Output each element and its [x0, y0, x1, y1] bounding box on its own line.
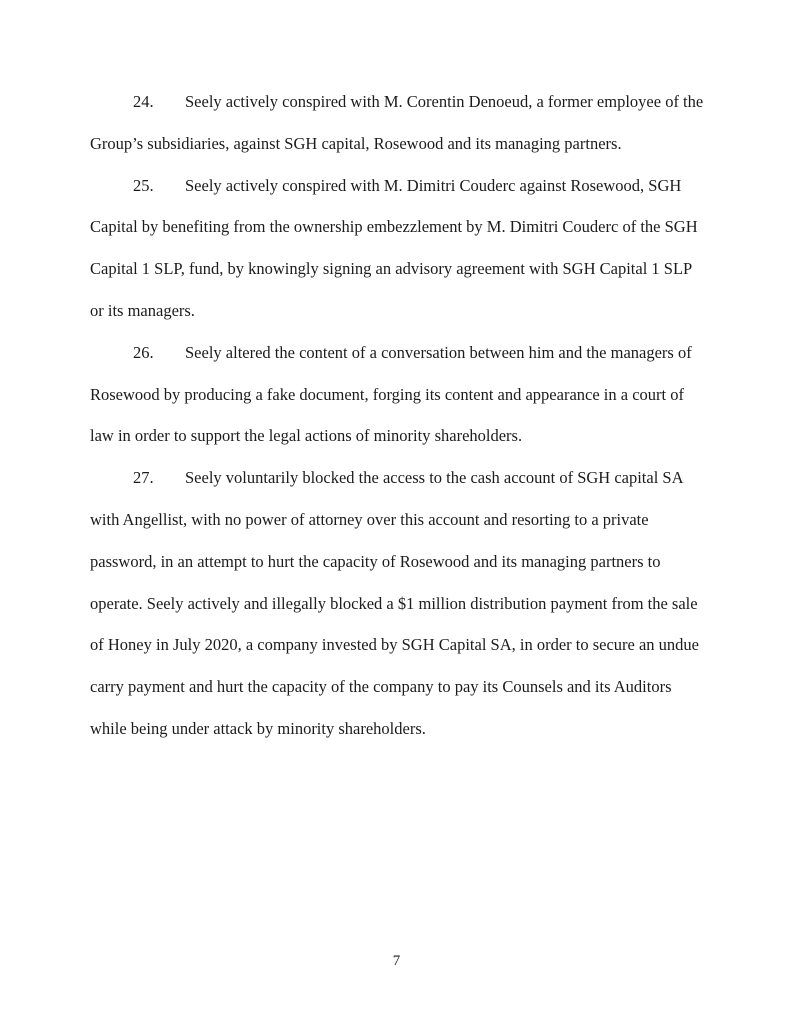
paragraph-text: Seely actively conspired with M. Dimitri Couderc against Rosewood, SGH Capital by benefiting from the ownership embezzlement by M. Dimitri Couderc of the SGH Capital 1 SLP, fund, by knowingly signing an advisory agreement with SGH Capital 1 SLP or its managers. — [90, 175, 698, 320]
paragraph-text: Seely actively conspired with M. Corentin Denoeud, a former employee of the Group’s subsidiaries, against SGH capital, Rosewood and its managing partners. — [90, 92, 704, 153]
page-number: 7 — [392, 953, 401, 969]
paragraph — [90, 165, 704, 332]
paragraph-number: 25. — [133, 175, 154, 195]
document-body — [90, 81, 704, 750]
paragraph — [90, 332, 704, 457]
paragraph-number: 26. — [133, 342, 154, 362]
paragraph-number: 27. — [133, 468, 154, 488]
paragraph — [90, 457, 704, 750]
paragraph-text: Seely altered the content of a conversation between him and the managers of Rosewood by producing a fake document, forging its content and appearance in a court of law in order to support the legal actions of minority shareholders. — [90, 342, 692, 446]
paragraph — [90, 81, 704, 165]
paragraph-text: Seely voluntarily blocked the access to the cash account of SGH capital SA with Angellist, with no power of attorney over this account and resorting to a private password, in an attempt to hurt the capacity of Rosewood and its managing partners to operate. Seely actively and illegally blocked a $1 million distribution payment from the sale of Honey in July 2020, a company invested by SGH Capital SA, in order to secure an undue carry payment and hurt the capacity of the company to pay its Counsels and its Auditors while being under attack by minority shareholders. — [90, 468, 700, 738]
paragraph-number: 24. — [133, 92, 154, 111]
